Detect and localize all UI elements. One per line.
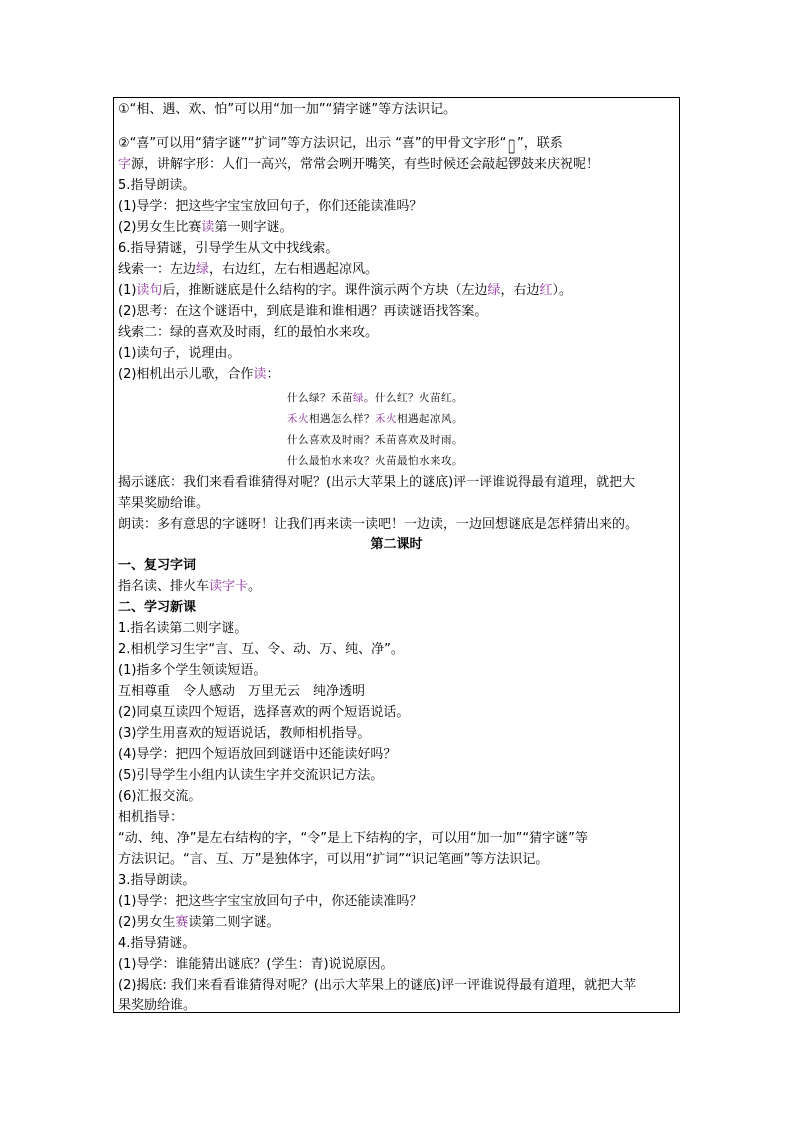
subsection-review: 一、复习字词 <box>118 558 197 573</box>
highlight-text: 红 <box>539 283 553 298</box>
step-line-cont: 果奖励给谁。 <box>118 998 197 1013</box>
step-6-heading: 6.指导猜谜，引导学生从文中找线索。 <box>118 241 339 256</box>
section-heading: 第二课时 <box>370 537 423 552</box>
step-line: 2.相机学习生字“言、互、令、动、万、纯、净”。 <box>118 642 404 657</box>
highlight-text: 禾火 <box>375 413 397 425</box>
oracle-bone-glyph-icon: 𠺉 <box>508 136 516 155</box>
clue-two: 线索二：绿的喜欢及时雨，红的最怕水来攻。 <box>118 325 379 340</box>
poem-line-2: 禾火相遇怎么样？禾火相遇起凉风。 <box>287 413 463 425</box>
step-line: (2)同桌互读四个短语，选择喜欢的两个短语说话。 <box>118 705 410 720</box>
step-line: (2)思考：在这个谜语中，到底是谁和谁相遇？再读谜语找答案。 <box>118 304 488 319</box>
note-line-2 <box>118 134 563 154</box>
step-line: (1)读句后，推断谜底是什么结构的字。课件演示两个方块（左边绿，右边红）。 <box>118 283 573 298</box>
step-line: (2)揭底: 我们来看看谁猜得对呢？(出示大苹果上的谜底)评一评谁说得最有道理，就把大苹 <box>118 978 637 993</box>
clue-one: 线索一：左边绿，右边红，左右相遇起凉风。 <box>118 262 379 277</box>
poem-line-3: 什么喜欢及时雨？禾苗喜欢及时雨。 <box>287 434 463 446</box>
step-line: 3.指导朗读。 <box>118 873 196 888</box>
step-line: (1)读句子，说理由。 <box>118 346 241 361</box>
step-line: (4)导学：把四个短语放回到谜语中还能读好吗？ <box>118 747 397 762</box>
step-line: (6)汇报交流。 <box>118 789 202 804</box>
subsection-new-lesson: 二、学习新课 <box>118 600 197 615</box>
highlight-text: 字 <box>118 157 132 172</box>
highlight-text: 绿 <box>353 392 364 404</box>
highlight-text: 读字卡 <box>209 579 249 594</box>
step-5-heading: 5.指导朗读。 <box>118 178 196 193</box>
phrase-list: 互相尊重 令人感动 万里无云 纯净透明 <box>118 684 366 699</box>
step-line: 1.指名读第二则字谜。 <box>118 621 248 636</box>
poem-line-4: 什么最怕水来攻？火苗最怕水来攻。 <box>287 455 463 467</box>
highlight-text: 读 <box>201 220 215 235</box>
highlight-text: 赛 <box>175 915 189 930</box>
highlight-text: 绿 <box>487 283 501 298</box>
step-line: (5)引导学生小组内认读生字并交流识记方法。 <box>118 768 384 783</box>
step-line: (1)导学：谁能猜出谜底？(学生：青)说说原因。 <box>118 957 394 972</box>
highlight-text: 读句 <box>136 283 163 298</box>
step-line: (1)指多个学生领读短语。 <box>118 663 267 678</box>
step-line: 指名读、排火车读字卡。 <box>118 579 262 594</box>
reveal-answer: 揭示谜底：我们来看看谁猜得对呢？(出示大苹果上的谜底)评一评谁说得最有道理，就把大 <box>118 475 636 490</box>
highlight-text: 绿 <box>196 262 210 277</box>
reveal-answer-cont: 苹果奖励给谁。 <box>118 496 210 511</box>
poem-line-1: 什么绿？禾苗绿。什么红？火苗红。 <box>287 392 463 404</box>
step-line: (1)导学：把这些字宝宝放回句子，你们还能读准吗？ <box>118 199 423 214</box>
reading-line: 朗读：多有意思的字谜呀！让我们再来读一读吧！一边读，一边回想谜底是怎样猜出来的。 <box>118 517 639 532</box>
note-text: 源，讲解字形：人们一高兴，常常会咧开嘴笑，有些时候还会敲起锣鼓来庆祝呢！ <box>131 157 600 172</box>
note-line-3 <box>118 155 599 175</box>
note-text: ”，联系 <box>517 136 563 151</box>
guidance-text: “动、纯、净”是左右结构的字，“令”是上下结构的字，可以用“加一加”“猜字谜”等 <box>118 831 588 846</box>
step-line: (3)学生用喜欢的短语说话，教师相机指导。 <box>118 726 371 741</box>
step-line: 4.指导猜谜。 <box>118 936 196 951</box>
step-line: (2)男女生赛读第二则字谜。 <box>118 915 280 930</box>
step-line: (2)男女生比赛读第一则字谜。 <box>118 220 293 235</box>
note-text: ①“相、遇、欢、怕”可以用“加一加”“猜字谜”等方法识记。 <box>118 102 457 117</box>
step-line: (2)相机出示儿歌，合作读： <box>118 367 280 382</box>
note-text: ②“喜”可以用“猜字谜”“扩词”等方法识记，出示 “喜”的甲骨文字形“ <box>118 136 507 151</box>
guidance-text-cont: 方法识记。“言、互、万”是独体字，可以用“扩词”“识记笔画”等方法识记。 <box>118 852 549 867</box>
note-line-1 <box>118 100 456 120</box>
guidance-label: 相机指导： <box>118 810 184 825</box>
highlight-text: 禾火 <box>287 413 309 425</box>
step-line: (1)导学：把这些字宝宝放回句子中，你还能读准吗？ <box>118 894 423 909</box>
highlight-text: 读 <box>253 367 267 382</box>
